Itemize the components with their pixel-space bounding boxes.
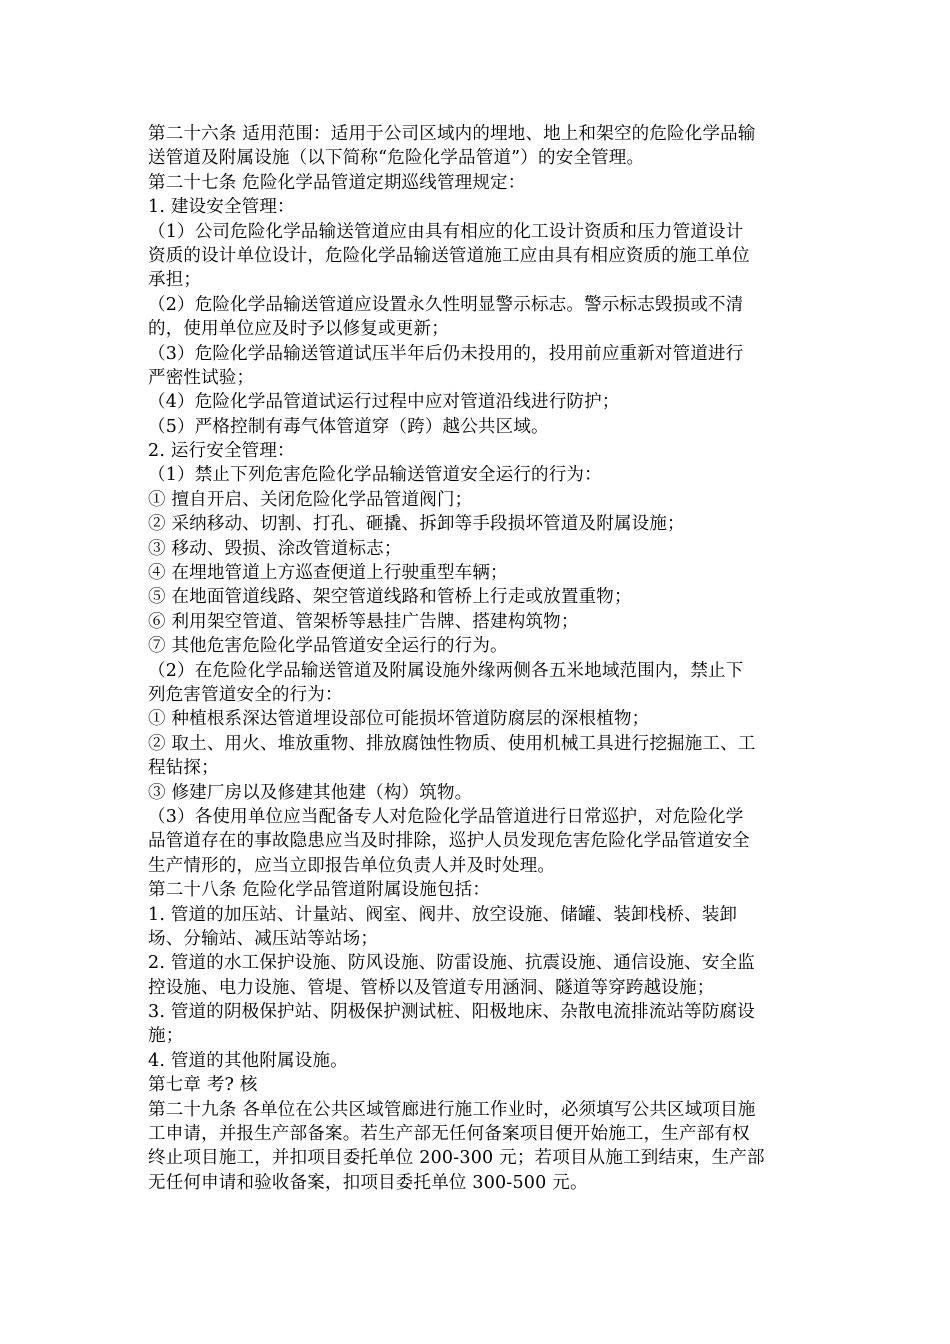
text-line: 第二十六条 适用范围：适用于公司区域内的埋地、地上和架空的危险化学品输 [148,124,756,144]
text-line: （2）危险化学品输送管道应设置永久性明显警示标志。警示标志毁损或不清 [148,294,744,315]
text-line: ① 种植根系深达管道埋设部位可能损坏管道防腐层的深根植物； [148,709,650,730]
text-line: 列危害管道安全的行为： [148,684,343,705]
text-line: 3. 管道的阴极保护站、阴极保护测试桩、阳极地床、杂散电流排流站等防腐设 [148,1002,755,1023]
text-line: 第二十九条 各单位在公共区域管廊进行施工作业时，必须填写公共区域项目施 [148,1099,756,1120]
text-line: 第二十八条 危险化学品管道附属设施包括： [148,880,491,901]
text-line: （2）在危险化学品输送管道及附属设施外缘两侧各五米地域范围内，禁止下 [148,660,744,681]
text-line: （4）危险化学品管道试运行过程中应对管道沿线进行防护； [148,392,620,413]
text-line: ⑥ 利用架空管道、管架桥等悬挂广告牌、搭建构筑物； [148,611,579,632]
text-line: 施； [148,1026,184,1047]
text-line: ③ 移动、毁损、涂改管道标志； [148,538,402,559]
text-line: （1）禁止下列危害危险化学品输送管道安全运行的行为： [148,465,602,486]
document-body [148,122,808,1195]
text-line: 1. 管道的加压站、计量站、阀室、阀井、放空设施、储罐、装卸栈桥、装卸 [148,904,738,925]
text-line: 4. 管道的其他附属设施。 [148,1050,348,1071]
text-line: 1. 建设安全管理： [148,197,295,218]
text-line: ③ 修建厂房以及修建其他建（构）筑物。 [148,782,473,803]
text-line: 控设施、电力设施、管堤、管桥以及管道专用涵洞、隧道等穿跨越设施； [148,977,715,998]
text-line: ① 擅自开启、关闭危险化学品管道阀门； [148,489,473,510]
text-line: 严密性试验； [148,367,255,388]
text-line: 场、分输站、减压站等站场； [148,928,379,949]
text-line: 工申请，并报生产部备案。若生产部无任何备案项目便开始施工，生产部有权 [148,1124,750,1145]
text-line: 送管道及附属设施（以下简称“危险化学品管道”）的安全管理。 [148,148,645,169]
text-line: ⑤ 在地面管道线路、架空管道线路和管桥上行走或放置重物； [148,587,632,608]
text-line: 第七章 考? 核 [148,1075,258,1096]
text-line: ② 采纳移动、切割、打孔、砸撬、拆卸等手段损坏管道及附属设施； [148,514,685,535]
text-line: （3）各使用单位应当配备专人对危险化学品管道进行日常巡护，对危险化学 [148,806,744,827]
text-line: 终止项目施工，并扣项目委托单位 200-300 元；若项目从施工到结束，生产部 [148,1148,765,1169]
text-line: ④ 在埋地管道上方巡查便道上行驶重型车辆； [148,563,508,584]
text-line: 无任何申请和验收备案，扣项目委托单位 300-500 元。 [148,1172,588,1193]
text-line: （5）严格控制有毒气体管道穿（跨）越公共区域。 [148,416,549,437]
text-line: 品管道存在的事故隐患应当及时排除，巡护人员发现危害危险化学品管道安全 [148,831,750,852]
text-line: （3）危险化学品输送管道试压半年后仍未投用的，投用前应重新对管道进行 [148,343,744,364]
text-line: 第二十七条 危险化学品管道定期巡线管理规定： [148,172,526,193]
text-line: 的，使用单位应及时予以修复或更新； [148,319,449,340]
text-line: 程钻探； [148,758,219,779]
text-line: ② 取土、用火、堆放重物、排放腐蚀性物质、使用机械工具进行挖掘施工、工 [148,733,756,754]
text-line: 2. 管道的水工保护设施、防风设施、防雷设施、抗震设施、通信设施、安全监 [148,953,755,974]
text-line: 资质的设计单位设计，危险化学品输送管道施工应由具有相应资质的施工单位 [148,245,750,266]
text-line: 承担； [148,270,202,291]
text-line: 生产情形的，应当立即报告单位负责人并及时处理。 [148,855,556,876]
text-line: 2. 运行安全管理： [148,441,295,462]
text-line: （1）公司危险化学品输送管道应由具有相应的化工设计资质和压力管道设计 [148,221,744,242]
text-line: ⑦ 其他危害危险化学品管道安全运行的行为。 [148,636,508,657]
